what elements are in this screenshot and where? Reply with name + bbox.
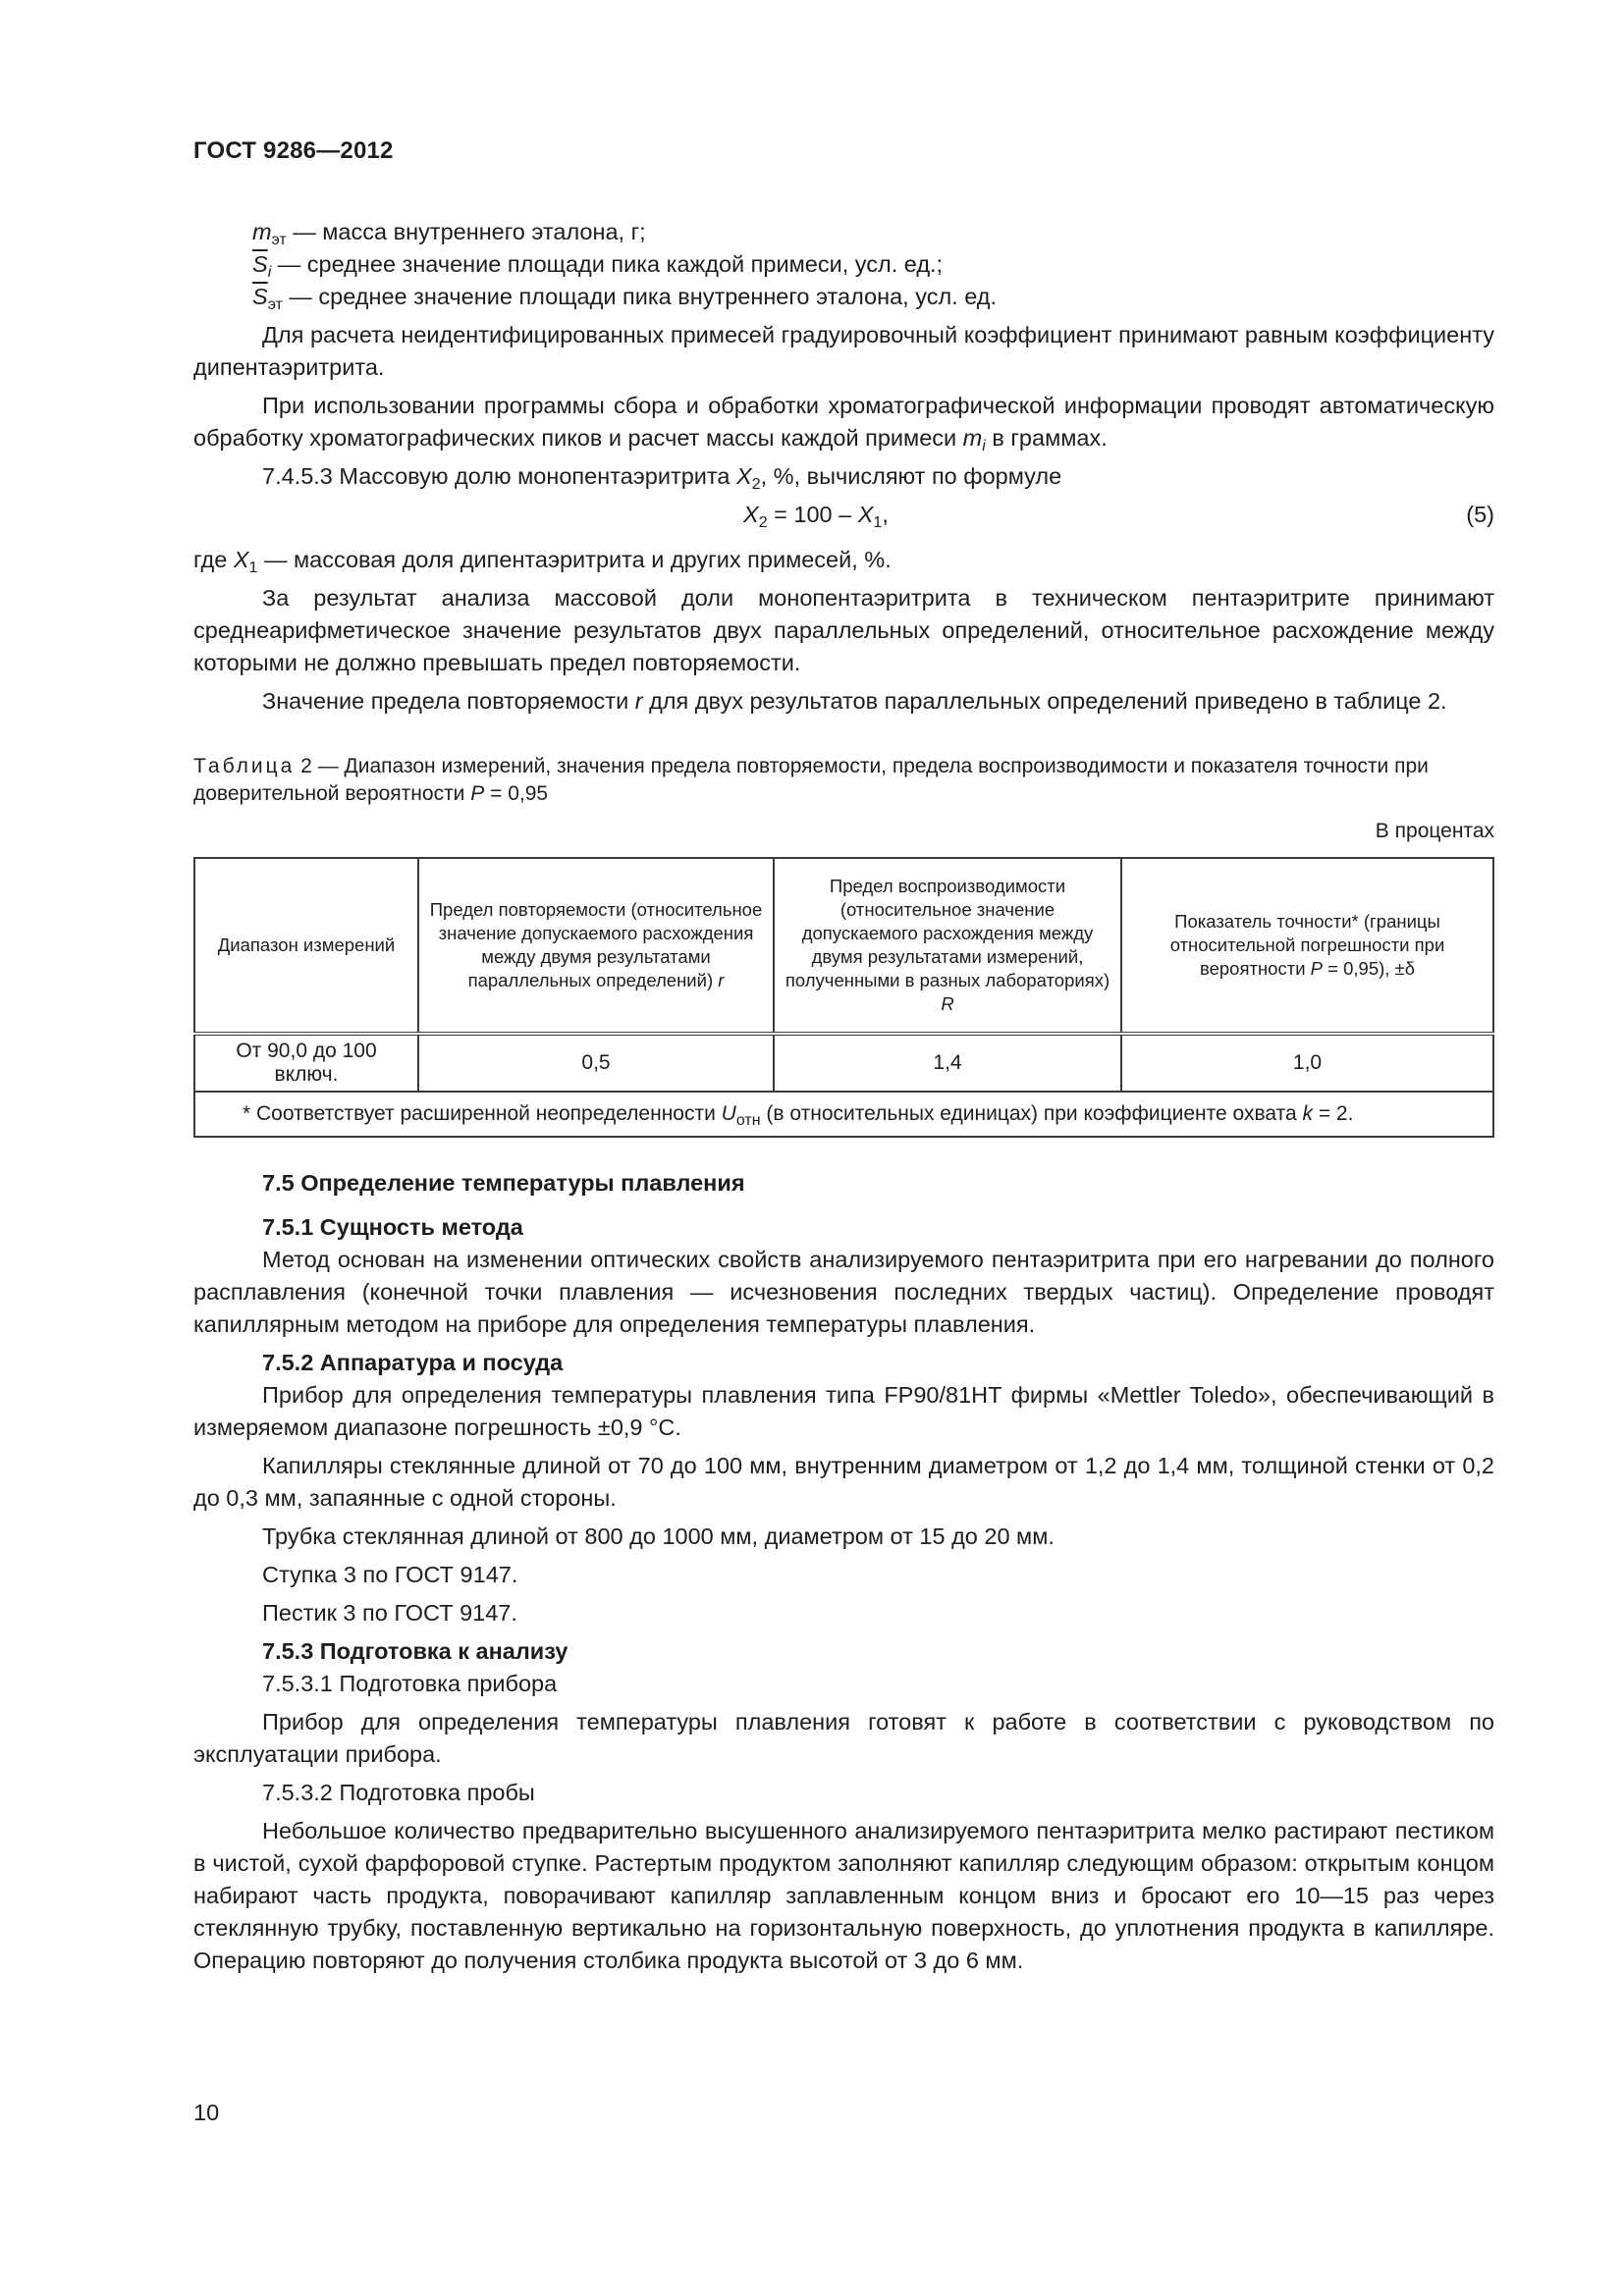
section-7-5-3-1-title: 7.5.3.1 Подготовка прибора: [262, 1671, 558, 1696]
paragraph-repeatability: Значение предела повторяемости r для двух результатов параллельных определений приведено в таблице 2.: [262, 688, 1447, 714]
table-2: [193, 857, 1494, 1138]
table-header-range: Диапазон измерений: [194, 858, 418, 1034]
section-7-5-3-title: 7.5.3 Подготовка к анализу: [262, 1638, 568, 1664]
section-7-5-2-device: Прибор для определения температуры плавления типа FP90/81HT фирмы «Mettler Toledo», обеспечивающий в измеряемом диапазоне погрешность ±0,9 °С.: [193, 1382, 1494, 1440]
table-cell-R: 1,4: [774, 1034, 1121, 1092]
paragraph-calibration: Для расчета неидентифицированных примесей градуировочный коэффициент принимают равным коэффициенту дипентаэритрита.: [193, 322, 1494, 380]
paragraph-where: где $X_1$ — массовая доля дипентаэритрита и других примесей, %.: [193, 547, 892, 576]
section-7-5-1-text: Метод основан на изменении оптических свойств анализируемого пентаэритрита при его нагревании до полного расплавления (конечной точки плавления — исчезновения последних твердых частиц). Определение проводят капиллярным методом на приборе для определения температуры плавления.: [193, 1247, 1494, 1337]
section-7-5-2-title: 7.5.2 Аппаратура и посуда: [262, 1350, 564, 1375]
legend-s-i: $\overline{S}_i$ — среднее значение площади пика каждой примеси, усл. ед.;: [252, 251, 944, 281]
document-header: ГОСТ 9286—2012: [193, 137, 394, 164]
section-7-5-1-title: 7.5.1 Сущность метода: [262, 1214, 523, 1240]
section-7-5-2-pestle: Пестик 3 по ГОСТ 9147.: [262, 1600, 517, 1626]
section-7-5-title: 7.5 Определение температуры плавления: [262, 1170, 745, 1196]
section-7-5-3-2-title: 7.5.3.2 Подготовка пробы: [262, 1780, 535, 1805]
table-cell-range: От 90,0 до 100 включ.: [194, 1034, 418, 1092]
paragraph-software: При использовании программы сбора и обработки хроматографической информации проводят автоматическую обработку хроматографических пиков и расчет массы каждой примеси $m_i$ в граммах.: [193, 393, 1494, 454]
formula-expression: $X_2 = 100 - X_1$,: [743, 502, 889, 531]
table-row: [194, 1034, 1493, 1092]
paragraph-7-4-5-3: 7.4.5.3 Массовую долю монопентаэритрита $X_2$, %, вычисляют по формуле: [262, 463, 1062, 493]
table-footnote: * Соответствует расширенной неопределенности $U_{отн}$ (в относительных единицах) при коэффициенте охвата k = 2.: [194, 1092, 1493, 1137]
table-cell-r: 0,5: [418, 1034, 774, 1092]
section-7-5-3-2-text: Небольшое количество предварительно высушенного анализируемого пентаэритрита мелко растирают пестиком в чистой, сухой фарфоровой ступке. Растертым продуктом заполняют капилляр следующим образом: открытым концом набирают часть продукта, поворачивают капилляр заплавленным концом вниз и бросают его 10—15 раз через стеклянную трубку, поставленную вертикально на горизонтальную поверхность, до уплотнения продукта в капилляре. Операцию повторяют до получения столбика продукта высотой от 3 до 6 мм.: [193, 1818, 1494, 1973]
table-header-row: [194, 858, 1493, 1034]
section-7-5-2-tube: Трубка стеклянная длиной от 800 до 1000 мм, диаметром от 15 до 20 мм.: [262, 1523, 1055, 1549]
table-header-repeatability: Предел повторяемости (относительное значение допускаемого расхождения между двумя результатами параллельных определений) r: [418, 858, 774, 1034]
paragraph-result: За результат анализа массовой доли монопентаэритрита в техническом пентаэритрите принимают среднеарифметическое значение результатов двух параллельных определений, относительное расхождение между которыми не должно превышать предел повторяемости.: [193, 585, 1494, 675]
legend-m-et: $m_{эт}$ — масса внутреннего эталона, г;: [252, 219, 646, 248]
table-units: В процентах: [1375, 820, 1494, 842]
page-number: 10: [193, 2100, 220, 2125]
table-footnote-row: [194, 1092, 1493, 1137]
legend-s-et: $\overline{S}_{эт}$ — среднее значение площади пика внутреннего эталона, усл. ед.: [252, 284, 998, 313]
section-7-5-2-mortar: Ступка 3 по ГОСТ 9147.: [262, 1562, 518, 1587]
table-header-accuracy: Показатель точности* (границы относительной погрешности при вероятности P = 0,95), ±δ: [1121, 858, 1493, 1034]
table-header-reproducibility: Предел воспроизводимости (относительное значение допускаемого расхождения между двумя результатами измерений, полученными в разных лабораториях) R: [774, 858, 1121, 1034]
legend-block: [193, 216, 1494, 313]
document-page: [193, 137, 1494, 1983]
table-caption: Таблица 2 — Диапазон измерений, значения предела повторяемости, предела воспроизводимости и показателя точности при доверительной вероятности P = 0,95: [193, 755, 1429, 805]
section-7-5-2-capillaries: Капилляры стеклянные длиной от 70 до 100 мм, внутренним диаметром от 1,2 до 1,4 мм, толщиной стенки от 0,2 до 0,3 мм, запаянные с одной стороны.: [193, 1453, 1494, 1511]
formula-number: (5): [1466, 502, 1494, 527]
formula-5: [193, 499, 1494, 540]
table-cell-delta: 1,0: [1121, 1034, 1493, 1092]
section-7-5-3-1-text: Прибор для определения температуры плавления готовят к работе в соответствии с руководством по эксплуатации прибора.: [193, 1709, 1494, 1767]
